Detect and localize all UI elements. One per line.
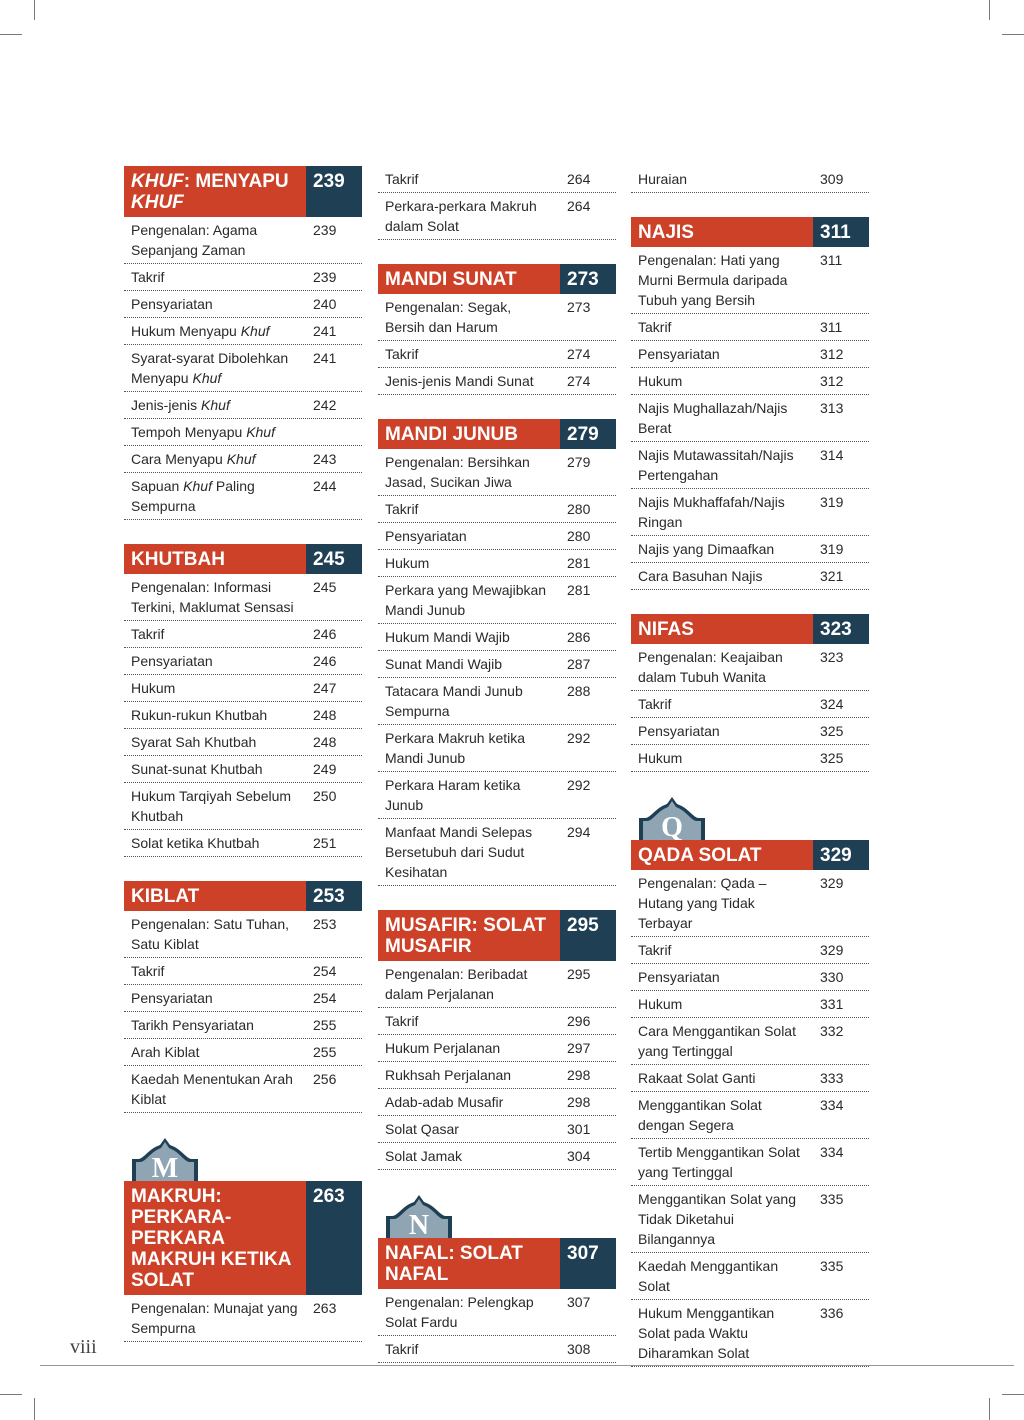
entry-page: 312 xyxy=(820,373,844,389)
toc-section xyxy=(631,166,869,193)
entry-title: Pengenalan: Agama Sepanjang Zaman xyxy=(131,222,258,258)
toc-entry xyxy=(631,937,869,964)
section-page-number: 323 xyxy=(813,614,869,644)
toc-entry xyxy=(124,985,362,1012)
entry-title: Pensyariatan xyxy=(638,346,720,362)
section-title: MANDI SUNAT xyxy=(378,264,560,294)
entry-title: Manfaat Mandi Selepas Bersetubuh dari Sudut Kesihatan xyxy=(385,824,533,880)
toc-section xyxy=(124,1137,362,1342)
entry-title: Tertib Menggantikan Solat yang Tertinggal xyxy=(638,1144,800,1180)
entry-page: 247 xyxy=(313,680,337,696)
entry-title: Pensyariatan xyxy=(131,296,213,312)
page-number: viii xyxy=(70,1336,97,1358)
entry-page: 253 xyxy=(313,916,337,932)
section-page-number: 273 xyxy=(560,264,616,294)
entry-title: Najis yang Dimaafkan xyxy=(638,541,775,557)
entry-title: Takrif xyxy=(131,626,165,642)
entry-page: 249 xyxy=(313,761,337,777)
entry-title: Sapuan Khuf Paling Sempurna xyxy=(131,478,255,514)
toc-entry xyxy=(124,756,362,783)
section-header xyxy=(378,419,616,449)
toc-entry xyxy=(124,830,362,857)
toc-entry xyxy=(378,166,616,193)
entry-title: Rakaat Solat Ganti xyxy=(638,1070,756,1086)
entry-page: 314 xyxy=(820,447,844,463)
entry-page: 246 xyxy=(313,626,337,642)
section-title: MANDI JUNUB xyxy=(378,419,560,449)
section-page-number: 263 xyxy=(306,1181,362,1295)
entry-page: 256 xyxy=(313,1071,337,1087)
crop-mark xyxy=(989,0,990,20)
entry-page: 273 xyxy=(567,299,591,315)
entry-page: 255 xyxy=(313,1044,337,1060)
toc-entry xyxy=(124,217,362,264)
crop-mark xyxy=(34,1398,35,1420)
entry-page: 274 xyxy=(567,373,591,389)
entry-title: Kaedah Menggantikan Solat xyxy=(638,1258,779,1294)
entry-title: Pengenalan: Beribadat dalam Perjalanan xyxy=(385,966,528,1002)
entry-title: Pengenalan: Qada – Hutang yang Tidak Terbayar xyxy=(638,875,767,931)
toc-section xyxy=(378,166,616,240)
entry-page: 336 xyxy=(820,1305,844,1321)
entry-title: Pengenalan: Hati yang Murni Bermula daripada Tubuh yang Bersih xyxy=(638,252,788,308)
entry-title: Solat ketika Khutbah xyxy=(131,835,260,851)
toc-entry xyxy=(631,536,869,563)
entry-page: 292 xyxy=(567,777,591,793)
entry-page: 241 xyxy=(313,350,337,366)
entry-title: Perkara Makruh ketika Mandi Junub xyxy=(385,730,526,766)
entry-title: Najis Mutawassitah/Najis Pertengahan xyxy=(638,447,794,483)
section-page-number: 307 xyxy=(560,1238,616,1289)
toc-entry xyxy=(631,1300,869,1367)
entry-page: 248 xyxy=(313,734,337,750)
crop-mark xyxy=(989,1398,990,1420)
toc-entry xyxy=(124,345,362,392)
toc-entry xyxy=(378,550,616,577)
toc-entry xyxy=(124,621,362,648)
entry-page: 243 xyxy=(313,451,337,467)
entry-page: 288 xyxy=(567,683,591,699)
entry-page: 254 xyxy=(313,990,337,1006)
toc-entry xyxy=(124,574,362,621)
entry-title: Takrif xyxy=(638,942,672,958)
entry-title: Hukum xyxy=(638,996,683,1012)
entry-title: Pengenalan: Satu Tuhan, Satu Kiblat xyxy=(131,916,290,952)
crop-mark xyxy=(1002,1394,1024,1395)
toc-entry xyxy=(124,419,362,446)
toc-entry xyxy=(631,489,869,536)
toc-section xyxy=(631,614,869,772)
crop-mark xyxy=(0,34,22,35)
toc-entry xyxy=(124,473,362,520)
crop-mark xyxy=(0,1394,22,1395)
entry-title: Tatacara Mandi Junub Sempurna xyxy=(385,683,523,719)
section-header xyxy=(631,217,869,247)
toc-entry xyxy=(124,675,362,702)
toc-section xyxy=(378,910,616,1170)
section-page-number: 295 xyxy=(560,910,616,961)
toc-entry xyxy=(631,1253,869,1300)
section-title: KHUTBAH xyxy=(124,544,306,574)
entry-title: Cara Menggantikan Solat yang Tertinggal xyxy=(638,1023,796,1059)
section-header xyxy=(378,1238,616,1289)
toc-entry xyxy=(378,819,616,886)
section-letter-badge xyxy=(637,796,707,840)
entry-page: 311 xyxy=(820,252,843,268)
section-page-number: 245 xyxy=(306,544,362,574)
entry-page: 330 xyxy=(820,969,844,985)
svg-text:M: M xyxy=(151,1153,179,1181)
section-title: MUSAFIR: SOLAT MUSAFIR xyxy=(378,910,560,961)
entry-title: Hukum Tarqiyah Sebelum Khutbah xyxy=(131,788,292,824)
entry-title: Takrif xyxy=(131,269,165,285)
entry-page xyxy=(306,422,362,442)
toc-entry xyxy=(124,1039,362,1066)
section-header xyxy=(124,544,362,574)
toc-entry xyxy=(631,368,869,395)
entry-title: Pensyariatan xyxy=(131,990,213,1006)
toc-section xyxy=(378,419,616,886)
entry-page: 274 xyxy=(567,346,591,362)
toc-column-3 xyxy=(631,166,869,1391)
entry-page: 334 xyxy=(820,1097,844,1113)
entry-page: 254 xyxy=(313,963,337,979)
entry-page: 263 xyxy=(313,1300,337,1316)
toc-entry xyxy=(378,1116,616,1143)
entry-page: 309 xyxy=(820,171,844,187)
entry-page: 244 xyxy=(313,478,337,494)
entry-title: Arah Kiblat xyxy=(131,1044,200,1060)
entry-title: Takrif xyxy=(638,319,672,335)
toc-entry xyxy=(124,392,362,419)
entry-page: 292 xyxy=(567,730,591,746)
toc-entry xyxy=(378,1089,616,1116)
entry-page: 245 xyxy=(313,579,337,595)
entry-title: Perkara Haram ketika Junub xyxy=(385,777,521,813)
toc-column-1 xyxy=(124,166,362,1366)
toc-entry xyxy=(378,294,616,341)
entry-title: Tempoh Menyapu Khuf xyxy=(131,424,275,440)
toc-entry xyxy=(631,1018,869,1065)
toc-entry xyxy=(378,496,616,523)
toc-section xyxy=(631,217,869,590)
section-title: NAFAL: SOLAT NAFAL xyxy=(378,1238,560,1289)
entry-page: 308 xyxy=(567,1341,591,1357)
toc-entry xyxy=(124,648,362,675)
toc-entry xyxy=(631,1065,869,1092)
entry-title: Najis Mukhaffafah/Najis Ringan xyxy=(638,494,785,530)
entry-title: Hukum Mandi Wajib xyxy=(385,629,510,645)
toc-entry xyxy=(378,1035,616,1062)
section-header xyxy=(124,881,362,911)
toc-entry xyxy=(124,1066,362,1113)
toc-entry xyxy=(631,1186,869,1253)
entry-title: Takrif xyxy=(385,171,419,187)
entry-page: 294 xyxy=(567,824,591,840)
toc-entry xyxy=(124,1012,362,1039)
toc-entry xyxy=(631,1139,869,1186)
section-page-number: 239 xyxy=(306,166,362,217)
toc-entry xyxy=(631,1092,869,1139)
entry-title: Pengenalan: Keajaiban dalam Tubuh Wanita xyxy=(638,649,783,685)
toc-entry xyxy=(378,523,616,550)
entry-title: Takrif xyxy=(385,501,419,517)
section-title: NAJIS xyxy=(631,217,813,247)
toc-entry xyxy=(631,964,869,991)
entry-page: 298 xyxy=(567,1067,591,1083)
entry-page: 264 xyxy=(567,198,591,214)
svg-text:Q: Q xyxy=(661,812,683,840)
entry-page: 281 xyxy=(567,582,591,598)
section-header xyxy=(631,614,869,644)
entry-title: Hukum Menyapu Khuf xyxy=(131,323,270,339)
toc-entry xyxy=(124,783,362,830)
entry-title: Syarat-syarat Dibolehkan Menyapu Khuf xyxy=(131,350,289,386)
entry-page: 251 xyxy=(313,835,337,851)
entry-title: Menggantikan Solat yang Tidak Diketahui Bilangannya xyxy=(638,1191,796,1247)
entry-page: 321 xyxy=(820,568,844,584)
entry-page: 298 xyxy=(567,1094,591,1110)
entry-page: 248 xyxy=(313,707,337,723)
toc-entry xyxy=(378,1336,616,1363)
entry-page: 280 xyxy=(567,501,591,517)
entry-title: Pensyariatan xyxy=(638,723,720,739)
entry-title: Pengenalan: Segak, Bersih dan Harum xyxy=(385,299,512,335)
toc-entry xyxy=(631,341,869,368)
toc-entry xyxy=(378,368,616,395)
svg-text:N: N xyxy=(408,1210,430,1238)
entry-page: 332 xyxy=(820,1023,844,1039)
entry-title: Adab-adab Musafir xyxy=(385,1094,504,1110)
entry-page: 296 xyxy=(567,1013,591,1029)
entry-page: 334 xyxy=(820,1144,844,1160)
entry-page: 324 xyxy=(820,696,844,712)
toc-section xyxy=(378,1194,616,1363)
entry-page: 312 xyxy=(820,346,844,362)
toc-entry xyxy=(378,678,616,725)
entry-title: Huraian xyxy=(638,171,688,187)
toc-entry xyxy=(124,291,362,318)
entry-page: 287 xyxy=(567,656,591,672)
entry-title: Rukun-rukun Khutbah xyxy=(131,707,268,723)
entry-title: Solat Jamak xyxy=(385,1148,463,1164)
entry-page: 286 xyxy=(567,629,591,645)
crop-mark xyxy=(1002,34,1024,35)
entry-title: Tarikh Pensyariatan xyxy=(131,1017,254,1033)
entry-page: 242 xyxy=(313,397,337,413)
entry-title: Hukum Perjalanan xyxy=(385,1040,501,1056)
section-header xyxy=(378,910,616,961)
toc-entry xyxy=(378,651,616,678)
entry-page: 319 xyxy=(820,494,844,510)
entry-page: 281 xyxy=(567,555,591,571)
toc-entry xyxy=(631,644,869,691)
toc-section xyxy=(124,881,362,1113)
toc-entry xyxy=(124,702,362,729)
toc-entry xyxy=(378,577,616,624)
toc-entry xyxy=(124,318,362,345)
toc-entry xyxy=(631,442,869,489)
section-header xyxy=(378,264,616,294)
entry-page: 313 xyxy=(820,400,844,416)
toc-entry xyxy=(378,624,616,651)
toc-section xyxy=(124,544,362,857)
section-header xyxy=(124,166,362,217)
entry-page: 335 xyxy=(820,1191,844,1207)
section-title: QADA SOLAT xyxy=(631,840,813,870)
toc-entry xyxy=(124,1295,362,1342)
entry-title: Pengenalan: Munajat yang Sempurna xyxy=(131,1300,298,1336)
entry-title: Sunat Mandi Wajib xyxy=(385,656,502,672)
section-page-number: 311 xyxy=(813,217,869,247)
entry-page: 333 xyxy=(820,1070,844,1086)
entry-title: Takrif xyxy=(385,1013,419,1029)
entry-title: Takrif xyxy=(385,1341,419,1357)
entry-title: Jenis-jenis Khuf xyxy=(131,397,230,413)
toc-entry xyxy=(631,691,869,718)
entry-title: Takrif xyxy=(638,696,672,712)
entry-page: 329 xyxy=(820,942,844,958)
entry-title: Pengenalan: Pelengkap Solat Fardu xyxy=(385,1294,534,1330)
entry-title: Hukum xyxy=(638,373,683,389)
section-page-number: 329 xyxy=(813,840,869,870)
toc-section xyxy=(124,166,362,520)
footer-rule xyxy=(40,1365,1014,1366)
entry-page: 325 xyxy=(820,723,844,739)
toc-entry xyxy=(631,247,869,314)
entry-title: Perkara-perkara Makruh dalam Solat xyxy=(385,198,537,234)
entry-page: 304 xyxy=(567,1148,591,1164)
entry-title: Hukum Menggantikan Solat pada Waktu Diharamkan Solat xyxy=(638,1305,775,1361)
entry-title: Hukum xyxy=(638,750,683,766)
entry-title: Jenis-jenis Mandi Sunat xyxy=(385,373,534,389)
entry-page: 240 xyxy=(313,296,337,312)
toc-entry xyxy=(378,1062,616,1089)
entry-page: 255 xyxy=(313,1017,337,1033)
entry-page: 295 xyxy=(567,966,591,982)
section-letter-badge xyxy=(130,1137,200,1181)
toc-column-2 xyxy=(378,166,616,1387)
entry-page: 297 xyxy=(567,1040,591,1056)
crop-mark xyxy=(34,0,35,20)
toc-entry xyxy=(631,870,869,937)
entry-title: Sunat-sunat Khutbah xyxy=(131,761,263,777)
entry-title: Cara Basuhan Najis xyxy=(638,568,763,584)
entry-page: 279 xyxy=(567,454,591,470)
section-header xyxy=(124,1181,362,1295)
entry-title: Rukhsah Perjalanan xyxy=(385,1067,512,1083)
entry-page: 323 xyxy=(820,649,844,665)
entry-page: 335 xyxy=(820,1258,844,1274)
entry-page: 239 xyxy=(313,222,337,238)
toc-entry xyxy=(631,395,869,442)
entry-page: 280 xyxy=(567,528,591,544)
entry-page: 319 xyxy=(820,541,844,557)
entry-title: Perkara yang Mewajibkan Mandi Junub xyxy=(385,582,547,618)
toc-entry xyxy=(124,958,362,985)
entry-title: Pengenalan: Bersihkan Jasad, Sucikan Jiwa xyxy=(385,454,530,490)
entry-title: Hukum xyxy=(131,680,176,696)
section-letter-badge xyxy=(384,1194,454,1238)
entry-title: Najis Mughallazah/Najis Berat xyxy=(638,400,788,436)
toc-entry xyxy=(631,314,869,341)
entry-title: Menggantikan Solat dengan Segera xyxy=(638,1097,762,1133)
toc-entry xyxy=(378,961,616,1008)
entry-title: Cara Menyapu Khuf xyxy=(131,451,256,467)
toc-entry xyxy=(631,991,869,1018)
toc-entry xyxy=(124,729,362,756)
toc-entry xyxy=(378,341,616,368)
toc-entry xyxy=(631,166,869,193)
section-page-number: 279 xyxy=(560,419,616,449)
entry-title: Kaedah Menentukan Arah Kiblat xyxy=(131,1071,293,1107)
entry-title: Pensyariatan xyxy=(131,653,213,669)
entry-page: 331 xyxy=(820,996,844,1012)
entry-page: 239 xyxy=(313,269,337,285)
toc-entry xyxy=(124,911,362,958)
section-title: KHUF: MENYAPU KHUF xyxy=(124,166,306,217)
entry-page: 307 xyxy=(567,1294,591,1310)
entry-title: Takrif xyxy=(131,963,165,979)
entry-page: 241 xyxy=(313,323,337,339)
toc-entry xyxy=(378,1008,616,1035)
entry-title: Takrif xyxy=(385,346,419,362)
toc-entry xyxy=(631,718,869,745)
toc-entry xyxy=(631,745,869,772)
section-page-number: 253 xyxy=(306,881,362,911)
toc-section xyxy=(631,796,869,1367)
entry-page: 325 xyxy=(820,750,844,766)
toc-entry xyxy=(378,1143,616,1170)
entry-title: Pengenalan: Informasi Terkini, Maklumat Sensasi xyxy=(131,579,294,615)
entry-page: 246 xyxy=(313,653,337,669)
entry-page: 250 xyxy=(313,788,337,804)
section-title: MAKRUH: PERKARA-PERKARA MAKRUH KETIKA SOLAT xyxy=(124,1181,306,1295)
toc-entry xyxy=(631,563,869,590)
entry-page: 301 xyxy=(567,1121,591,1137)
toc-entry xyxy=(378,449,616,496)
section-title: KIBLAT xyxy=(124,881,306,911)
toc-section xyxy=(378,264,616,395)
section-header xyxy=(631,840,869,870)
entry-page: 329 xyxy=(820,875,844,891)
toc-entry xyxy=(124,446,362,473)
entry-title: Syarat Sah Khutbah xyxy=(131,734,257,750)
entry-title: Pensyariatan xyxy=(638,969,720,985)
entry-page: 264 xyxy=(567,171,591,187)
toc-entry xyxy=(378,772,616,819)
toc-entry xyxy=(378,193,616,240)
entry-title: Solat Qasar xyxy=(385,1121,459,1137)
toc-entry xyxy=(378,1289,616,1336)
entry-title: Hukum xyxy=(385,555,430,571)
section-title: NIFAS xyxy=(631,614,813,644)
toc-entry xyxy=(124,264,362,291)
entry-title: Pensyariatan xyxy=(385,528,467,544)
entry-page: 311 xyxy=(820,319,843,335)
toc-entry xyxy=(378,725,616,772)
